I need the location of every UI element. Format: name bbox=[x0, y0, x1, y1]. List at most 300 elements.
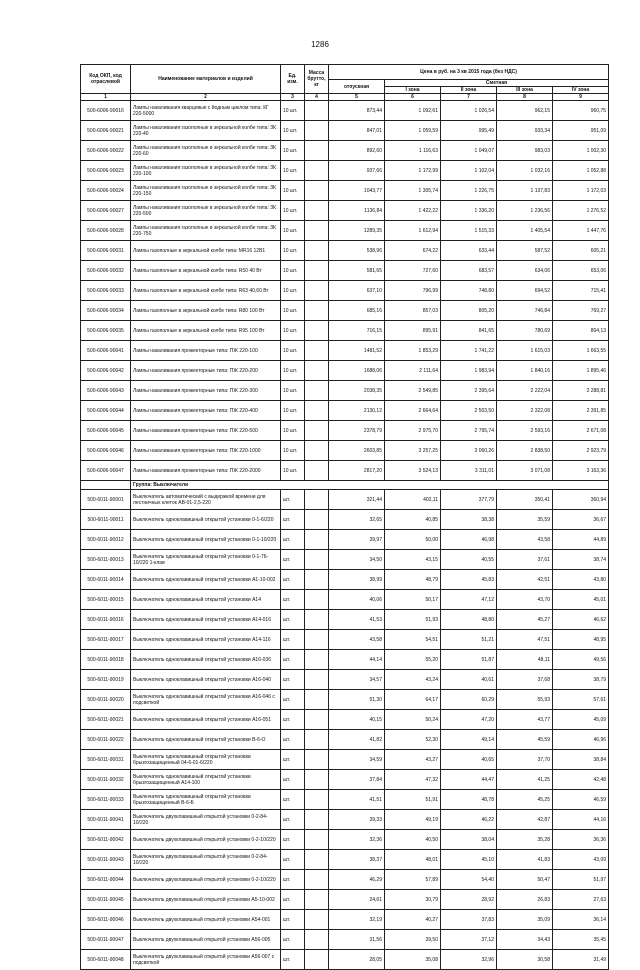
row-price-zone3: 2 593,16 bbox=[497, 421, 553, 441]
row-price-zone1: 48,01 bbox=[385, 850, 441, 870]
row-price-otpusk: 538,96 bbox=[329, 241, 385, 261]
row-price-otpusk: 321,44 bbox=[329, 490, 385, 510]
row-price-zone1: 52,30 bbox=[385, 730, 441, 750]
row-price-otpusk: 51,30 bbox=[329, 690, 385, 710]
row-price-otpusk: 2817,20 bbox=[329, 461, 385, 481]
row-price-zone4: 45,01 bbox=[553, 590, 609, 610]
row-name: Лампы накаливания газополные в зеркальной колбе типа: ЗК 220-100 bbox=[131, 161, 281, 181]
row-price-otpusk: 40,06 bbox=[329, 590, 385, 610]
row-price-zone1: 43,15 bbox=[385, 550, 441, 570]
row-unit: 10 шт. bbox=[281, 381, 305, 401]
row-price-otpusk: 41,51 bbox=[329, 790, 385, 810]
lamps-rows bbox=[81, 101, 609, 481]
row-mass bbox=[305, 221, 329, 241]
row-price-zone1: 1 853,29 bbox=[385, 341, 441, 361]
row-name: Лампы накаливания прожекторные типа: ПЖ 220-200 bbox=[131, 361, 281, 381]
table-row bbox=[81, 101, 609, 121]
row-mass bbox=[305, 950, 329, 970]
row-code: 500-6011-90045 bbox=[81, 890, 131, 910]
table-row bbox=[81, 121, 609, 141]
row-name: Выключатель двухклавишный открытой установки А5-10-002 bbox=[131, 890, 281, 910]
row-price-zone2: 37,83 bbox=[441, 910, 497, 930]
row-name: Выключатель одноклавишный открытой установки А14-116 bbox=[131, 630, 281, 650]
switch-rows bbox=[81, 490, 609, 970]
row-price-zone2: 1 515,33 bbox=[441, 221, 497, 241]
row-mass bbox=[305, 670, 329, 690]
row-unit: шт. bbox=[281, 650, 305, 670]
row-code: 500-6006-90028 bbox=[81, 221, 131, 241]
row-price-zone1: 40,85 bbox=[385, 510, 441, 530]
row-code: 500-6011-90042 bbox=[81, 830, 131, 850]
row-price-zone3: 1 032,16 bbox=[497, 161, 553, 181]
row-price-otpusk: 34,57 bbox=[329, 670, 385, 690]
row-mass bbox=[305, 550, 329, 570]
row-price-zone4: 3 163,36 bbox=[553, 461, 609, 481]
row-name: Выключатель одноклавишный открытой установки А16-051 bbox=[131, 710, 281, 730]
row-unit: шт. bbox=[281, 770, 305, 790]
row-price-zone2: 40,55 bbox=[441, 550, 497, 570]
row-price-zone2: 748,80 bbox=[441, 281, 497, 301]
row-price-zone2: 47,12 bbox=[441, 590, 497, 610]
row-price-zone1: 40,27 bbox=[385, 910, 441, 930]
row-price-otpusk: 847,01 bbox=[329, 121, 385, 141]
row-price-otpusk: 38,37 bbox=[329, 850, 385, 870]
row-price-otpusk: 2603,85 bbox=[329, 441, 385, 461]
row-price-zone2: 51,21 bbox=[441, 630, 497, 650]
row-price-otpusk: 1289,35 bbox=[329, 221, 385, 241]
row-price-zone4: 960,75 bbox=[553, 101, 609, 121]
row-code: 500-6011-90001 bbox=[81, 490, 131, 510]
row-price-zone2: 2 503,50 bbox=[441, 401, 497, 421]
row-price-zone4: 27,63 bbox=[553, 890, 609, 910]
row-unit: шт. bbox=[281, 490, 305, 510]
row-price-zone2: 2 395,64 bbox=[441, 381, 497, 401]
header-smetnaya: Сметная bbox=[385, 80, 609, 87]
row-price-zone4: 1 172,03 bbox=[553, 181, 609, 201]
row-unit: шт. bbox=[281, 750, 305, 770]
row-price-zone4: 38,79 bbox=[553, 670, 609, 690]
col-number: 1 bbox=[81, 94, 131, 101]
row-unit: шт. bbox=[281, 710, 305, 730]
row-name: Выключатель автоматический с выдержкой времени для лестничных клеток АВ-01-2,5-220 bbox=[131, 490, 281, 510]
row-mass bbox=[305, 710, 329, 730]
row-mass bbox=[305, 730, 329, 750]
row-code: 500-6006-90043 bbox=[81, 381, 131, 401]
row-unit: 10 шт. bbox=[281, 301, 305, 321]
row-price-zone1: 1 092,61 bbox=[385, 101, 441, 121]
table-row bbox=[81, 650, 609, 670]
row-code: 500-6011-90011 bbox=[81, 510, 131, 530]
row-code: 500-6006-90021 bbox=[81, 121, 131, 141]
row-code: 500-6011-90014 bbox=[81, 570, 131, 590]
row-mass bbox=[305, 910, 329, 930]
header-mass: Масса брутто, кг bbox=[305, 65, 329, 94]
col-number: 9 bbox=[553, 94, 609, 101]
row-price-otpusk: 2130,12 bbox=[329, 401, 385, 421]
row-name: Лампы накаливания газополные в зеркальной колбе типа: ЗК 220-150 bbox=[131, 181, 281, 201]
row-code: 500-6006-90022 bbox=[81, 141, 131, 161]
row-price-zone3: 634,06 bbox=[497, 261, 553, 281]
row-unit: 10 шт. bbox=[281, 241, 305, 261]
header-otpusk: отпускная bbox=[329, 80, 385, 94]
row-mass bbox=[305, 401, 329, 421]
table-row bbox=[81, 790, 609, 810]
row-price-zone4: 2 671,08 bbox=[553, 421, 609, 441]
row-price-zone1: 51,93 bbox=[385, 610, 441, 630]
row-price-zone3: 1 405,54 bbox=[497, 221, 553, 241]
row-unit: шт. bbox=[281, 830, 305, 850]
row-price-zone3: 55,93 bbox=[497, 690, 553, 710]
row-price-zone1: 1 422,22 bbox=[385, 201, 441, 221]
row-unit: 10 шт. bbox=[281, 101, 305, 121]
row-price-zone2: 805,20 bbox=[441, 301, 497, 321]
row-price-zone3: 933,34 bbox=[497, 121, 553, 141]
row-price-zone3: 45,25 bbox=[497, 790, 553, 810]
row-price-zone4: 605,21 bbox=[553, 241, 609, 261]
row-code: 500-6011-90031 bbox=[81, 750, 131, 770]
row-mass bbox=[305, 630, 329, 650]
table-row bbox=[81, 610, 609, 630]
row-name: Выключатель одноклавишный открытой установки А16-040 bbox=[131, 670, 281, 690]
row-price-zone3: 2 838,50 bbox=[497, 441, 553, 461]
row-code: 500-6011-90044 bbox=[81, 870, 131, 890]
row-unit: шт. bbox=[281, 570, 305, 590]
row-price-zone3: 587,52 bbox=[497, 241, 553, 261]
table-row bbox=[81, 550, 609, 570]
table-row bbox=[81, 870, 609, 890]
table-row bbox=[81, 201, 609, 221]
row-price-zone1: 402,11 bbox=[385, 490, 441, 510]
row-price-zone4: 57,61 bbox=[553, 690, 609, 710]
row-price-zone2: 40,65 bbox=[441, 750, 497, 770]
row-price-otpusk: 44,14 bbox=[329, 650, 385, 670]
row-price-otpusk: 31,56 bbox=[329, 930, 385, 950]
row-price-zone2: 32,96 bbox=[441, 950, 497, 970]
row-price-zone3: 42,87 bbox=[497, 810, 553, 830]
row-unit: 10 шт. bbox=[281, 461, 305, 481]
row-price-zone3: 37,61 bbox=[497, 550, 553, 570]
row-price-zone4: 44,89 bbox=[553, 530, 609, 550]
row-name: Лампы накаливания прожекторные типа: ПЖ 220-100 bbox=[131, 341, 281, 361]
row-mass bbox=[305, 321, 329, 341]
row-price-otpusk: 39,97 bbox=[329, 530, 385, 550]
row-mass bbox=[305, 770, 329, 790]
row-price-otpusk: 716,15 bbox=[329, 321, 385, 341]
group-label: Группа: Выключатели bbox=[131, 481, 609, 490]
row-price-zone1: 57,89 bbox=[385, 870, 441, 890]
row-price-zone1: 47,32 bbox=[385, 770, 441, 790]
row-price-otpusk: 32,65 bbox=[329, 510, 385, 530]
row-price-otpusk: 38,99 bbox=[329, 570, 385, 590]
table-row bbox=[81, 421, 609, 441]
row-price-zone4: 769,27 bbox=[553, 301, 609, 321]
row-code: 500-6011-90016 bbox=[81, 610, 131, 630]
row-price-zone3: 34,43 bbox=[497, 930, 553, 950]
column-numbers-row bbox=[81, 94, 609, 101]
row-name: Лампы накаливания газополные в зеркальной колбе типа: ЗК 220-60 bbox=[131, 141, 281, 161]
row-price-otpusk: 40,15 bbox=[329, 710, 385, 730]
row-price-zone3: 45,27 bbox=[497, 610, 553, 630]
row-name: Лампы газополные в зеркальной колбе типа: R63 40,60 Вт bbox=[131, 281, 281, 301]
row-unit: 10 шт. bbox=[281, 261, 305, 281]
row-mass bbox=[305, 261, 329, 281]
row-price-zone4: 45,09 bbox=[553, 710, 609, 730]
row-unit: шт. bbox=[281, 790, 305, 810]
row-unit: шт. bbox=[281, 530, 305, 550]
row-price-zone3: 35,59 bbox=[497, 510, 553, 530]
row-code: 500-6011-90018 bbox=[81, 650, 131, 670]
col-number: 6 bbox=[385, 94, 441, 101]
row-price-zone3: 746,84 bbox=[497, 301, 553, 321]
row-unit: шт. bbox=[281, 890, 305, 910]
header-price-title: Цена в руб. на 3 кв 2015 года (без НДС) bbox=[329, 65, 609, 80]
row-price-otpusk: 1688,06 bbox=[329, 361, 385, 381]
row-unit: шт. bbox=[281, 610, 305, 630]
row-unit: 10 шт. bbox=[281, 441, 305, 461]
row-price-zone1: 43,27 bbox=[385, 750, 441, 770]
row-mass bbox=[305, 301, 329, 321]
col-number: 5 bbox=[329, 94, 385, 101]
row-unit: 10 шт. bbox=[281, 221, 305, 241]
group-row bbox=[81, 481, 609, 490]
row-price-otpusk: 34,50 bbox=[329, 550, 385, 570]
row-mass bbox=[305, 281, 329, 301]
row-price-zone2: 37,12 bbox=[441, 930, 497, 950]
row-price-zone3: 50,47 bbox=[497, 870, 553, 890]
col-number: 3 bbox=[281, 94, 305, 101]
row-unit: 10 шт. bbox=[281, 181, 305, 201]
row-price-zone4: 2 923,79 bbox=[553, 441, 609, 461]
row-price-zone1: 54,51 bbox=[385, 630, 441, 650]
row-price-zone4: 360,94 bbox=[553, 490, 609, 510]
row-price-zone3: 41,83 bbox=[497, 850, 553, 870]
row-code: 500-6011-90032 bbox=[81, 770, 131, 790]
table-row bbox=[81, 141, 609, 161]
row-mass bbox=[305, 241, 329, 261]
row-price-zone1: 3 524,13 bbox=[385, 461, 441, 481]
table-row bbox=[81, 301, 609, 321]
row-mass bbox=[305, 161, 329, 181]
row-price-zone1: 1 612,94 bbox=[385, 221, 441, 241]
row-price-zone2: 377,79 bbox=[441, 490, 497, 510]
row-price-zone4: 653,06 bbox=[553, 261, 609, 281]
row-unit: шт. bbox=[281, 950, 305, 970]
row-code: 500-6011-90020 bbox=[81, 690, 131, 710]
row-price-zone2: 40,61 bbox=[441, 670, 497, 690]
row-mass bbox=[305, 590, 329, 610]
row-mass bbox=[305, 890, 329, 910]
row-name: Лампы накаливания прожекторные типа: ПЖ 220-500 bbox=[131, 421, 281, 441]
row-price-zone3: 1 840,16 bbox=[497, 361, 553, 381]
row-price-zone4: 1 447,76 bbox=[553, 221, 609, 241]
row-code: 500-6011-90015 bbox=[81, 590, 131, 610]
row-code: 500-6006-90042 bbox=[81, 361, 131, 381]
row-price-zone1: 49,19 bbox=[385, 810, 441, 830]
row-price-zone2: 47,20 bbox=[441, 710, 497, 730]
group-section bbox=[81, 481, 609, 490]
row-name: Выключатель двухклавишный открытой установки 0-2-84-10/220 bbox=[131, 810, 281, 830]
row-unit: шт. bbox=[281, 870, 305, 890]
row-price-zone2: 1 026,54 bbox=[441, 101, 497, 121]
row-price-zone1: 3 257,25 bbox=[385, 441, 441, 461]
col-number: 7 bbox=[441, 94, 497, 101]
row-unit: шт. bbox=[281, 810, 305, 830]
row-price-zone1: 2 549,85 bbox=[385, 381, 441, 401]
row-price-zone1: 35,08 bbox=[385, 950, 441, 970]
row-price-zone4: 2 391,85 bbox=[553, 401, 609, 421]
row-price-zone2: 841,65 bbox=[441, 321, 497, 341]
row-price-otpusk: 34,59 bbox=[329, 750, 385, 770]
header-zone1: I зона bbox=[385, 87, 441, 94]
table-row bbox=[81, 770, 609, 790]
table-row bbox=[81, 570, 609, 590]
row-price-zone4: 36,14 bbox=[553, 910, 609, 930]
table-row bbox=[81, 490, 609, 510]
row-price-otpusk: 39,33 bbox=[329, 810, 385, 830]
row-price-zone2: 49,14 bbox=[441, 730, 497, 750]
row-mass bbox=[305, 790, 329, 810]
row-price-zone4: 1 002,30 bbox=[553, 141, 609, 161]
row-price-zone2: 1 336,20 bbox=[441, 201, 497, 221]
row-price-zone1: 43,24 bbox=[385, 670, 441, 690]
row-price-zone1: 2 975,70 bbox=[385, 421, 441, 441]
row-name: Лампы накаливания газополные в зеркальной колбе типа: ЗК 220-40 bbox=[131, 121, 281, 141]
row-price-zone3: 780,69 bbox=[497, 321, 553, 341]
row-mass bbox=[305, 181, 329, 201]
row-price-otpusk: 37,84 bbox=[329, 770, 385, 790]
row-price-zone2: 45,83 bbox=[441, 570, 497, 590]
row-price-zone1: 2 111,64 bbox=[385, 361, 441, 381]
row-price-otpusk: 2038,35 bbox=[329, 381, 385, 401]
row-price-zone2: 44,47 bbox=[441, 770, 497, 790]
header-zone3: III зона bbox=[497, 87, 553, 94]
table-row bbox=[81, 321, 609, 341]
row-price-zone3: 962,15 bbox=[497, 101, 553, 121]
row-name: Лампы газополные в зеркальной колбе типа: МR16 12В1 bbox=[131, 241, 281, 261]
row-code: 500-6006-90031 bbox=[81, 241, 131, 261]
row-price-zone2: 38,38 bbox=[441, 510, 497, 530]
row-price-zone1: 2 664,64 bbox=[385, 401, 441, 421]
row-code: 500-6011-90013 bbox=[81, 550, 131, 570]
row-name: Выключатель одноклавишный открытой установки А1-10-002 bbox=[131, 570, 281, 590]
table-row bbox=[81, 890, 609, 910]
row-price-zone4: 38,84 bbox=[553, 750, 609, 770]
row-price-otpusk: 41,82 bbox=[329, 730, 385, 750]
row-price-zone4: 715,41 bbox=[553, 281, 609, 301]
row-mass bbox=[305, 490, 329, 510]
row-price-zone1: 796,99 bbox=[385, 281, 441, 301]
col-number: 2 bbox=[131, 94, 281, 101]
row-price-zone4: 42,48 bbox=[553, 770, 609, 790]
header-name: Наименование материалов и изделий bbox=[131, 65, 281, 94]
row-price-zone2: 1 049,07 bbox=[441, 141, 497, 161]
row-price-zone1: 1 059,59 bbox=[385, 121, 441, 141]
row-price-zone1: 1 116,63 bbox=[385, 141, 441, 161]
row-mass bbox=[305, 570, 329, 590]
row-price-zone4: 43,80 bbox=[553, 570, 609, 590]
row-name: Выключатель одноклавишный открытой установки В-6-О bbox=[131, 730, 281, 750]
row-unit: 10 шт. bbox=[281, 161, 305, 181]
row-price-zone2: 48,78 bbox=[441, 790, 497, 810]
row-name: Лампы накаливания кварцевые с йодным циклом типа: КГ 220-5000 bbox=[131, 101, 281, 121]
row-price-zone1: 39,50 bbox=[385, 930, 441, 950]
row-unit: 10 шт. bbox=[281, 201, 305, 221]
row-mass bbox=[305, 461, 329, 481]
row-price-zone1: 50,00 bbox=[385, 530, 441, 550]
row-code: 500-6011-90022 bbox=[81, 730, 131, 750]
row-name: Лампы накаливания прожекторные типа: ПЖ 220-300 bbox=[131, 381, 281, 401]
row-name: Лампы накаливания газополные в зеркальной колбе типа: ЗК 220-750 bbox=[131, 221, 281, 241]
row-mass bbox=[305, 201, 329, 221]
row-name: Выключатель двухклавишный открытой установки А54-001 bbox=[131, 910, 281, 930]
table-row bbox=[81, 161, 609, 181]
row-code: 500-6006-90032 bbox=[81, 261, 131, 281]
row-unit: шт. bbox=[281, 510, 305, 530]
row-price-zone2: 45,10 bbox=[441, 850, 497, 870]
table-row bbox=[81, 341, 609, 361]
row-price-zone1: 674,22 bbox=[385, 241, 441, 261]
header-unit: Ед. изм. bbox=[281, 65, 305, 94]
row-code: 500-6011-90033 bbox=[81, 790, 131, 810]
row-mass bbox=[305, 421, 329, 441]
row-price-zone3: 43,77 bbox=[497, 710, 553, 730]
row-code: 500-6011-90048 bbox=[81, 950, 131, 970]
row-price-zone4: 2 288,81 bbox=[553, 381, 609, 401]
row-name: Выключатель двухклавишный открытой установки А56-007 с подсветкой bbox=[131, 950, 281, 970]
row-price-zone1: 1 172,99 bbox=[385, 161, 441, 181]
row-price-otpusk: 1043,77 bbox=[329, 181, 385, 201]
row-name: Выключатель одноклавишный открытой установки 0-1-6/220 bbox=[131, 510, 281, 530]
row-name: Выключатель одноклавишный открытой установки А14 bbox=[131, 590, 281, 610]
row-price-zone2: 46,98 bbox=[441, 530, 497, 550]
table-row bbox=[81, 910, 609, 930]
row-name: Выключатель одноклавишный открытой установки А16-036 bbox=[131, 650, 281, 670]
row-unit: шт. bbox=[281, 590, 305, 610]
row-code: 500-6011-90041 bbox=[81, 810, 131, 830]
table-row bbox=[81, 810, 609, 830]
row-unit: шт. bbox=[281, 930, 305, 950]
row-code: 500-6011-90017 bbox=[81, 630, 131, 650]
row-code: 500-6006-90045 bbox=[81, 421, 131, 441]
row-price-zone1: 50,24 bbox=[385, 710, 441, 730]
row-price-otpusk: 2378,79 bbox=[329, 421, 385, 441]
row-code: 500-6006-90033 bbox=[81, 281, 131, 301]
row-price-zone2: 46,22 bbox=[441, 810, 497, 830]
row-price-zone2: 51,87 bbox=[441, 650, 497, 670]
row-name: Выключатель двухклавишный открытой установки 0-2-10/220 bbox=[131, 870, 281, 890]
row-price-zone4: 951,09 bbox=[553, 121, 609, 141]
row-price-zone1: 48,79 bbox=[385, 570, 441, 590]
row-code: 500-6011-90021 bbox=[81, 710, 131, 730]
row-mass bbox=[305, 610, 329, 630]
row-price-zone4: 46,96 bbox=[553, 730, 609, 750]
table-row bbox=[81, 950, 609, 970]
row-price-zone2: 683,57 bbox=[441, 261, 497, 281]
row-price-zone3: 35,28 bbox=[497, 830, 553, 850]
row-code: 500-6011-90012 bbox=[81, 530, 131, 550]
row-price-otpusk: 32,19 bbox=[329, 910, 385, 930]
row-mass bbox=[305, 530, 329, 550]
row-unit: 10 шт. bbox=[281, 141, 305, 161]
table-row bbox=[81, 181, 609, 201]
table-row bbox=[81, 381, 609, 401]
row-name: Выключатель одноклавишный открытой установки брызгозащищенный В-6-Б bbox=[131, 790, 281, 810]
row-price-otpusk: 581,65 bbox=[329, 261, 385, 281]
table-row bbox=[81, 281, 609, 301]
row-price-zone4: 804,13 bbox=[553, 321, 609, 341]
row-name: Выключатель двухклавишный открытой установки 0-2-84-10/220 bbox=[131, 850, 281, 870]
row-price-zone1: 40,50 bbox=[385, 830, 441, 850]
